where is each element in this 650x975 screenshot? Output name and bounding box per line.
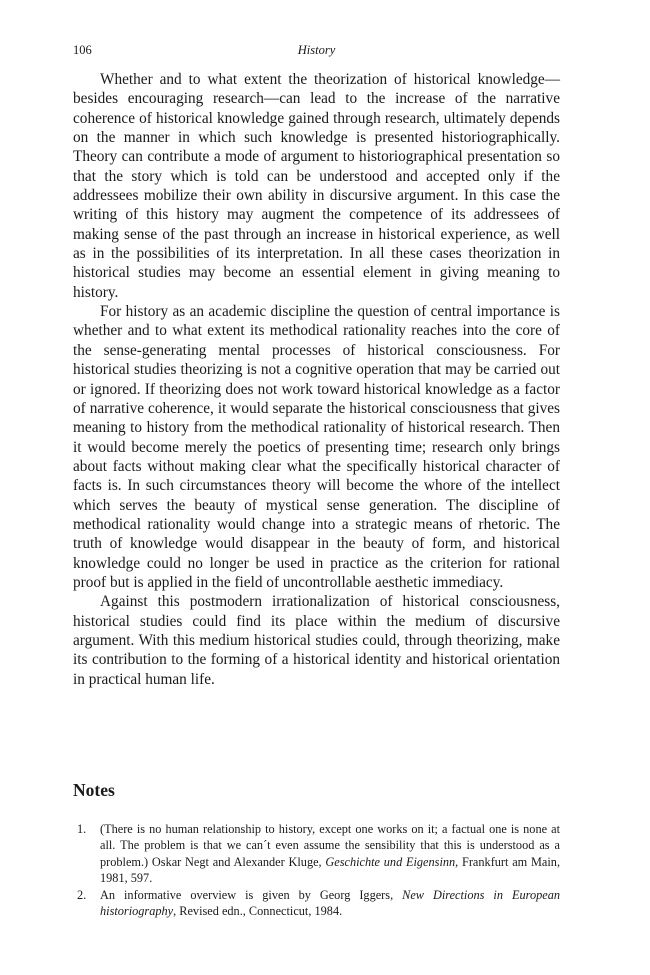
body-text — [73, 70, 560, 689]
note-number: 1. — [77, 822, 87, 836]
paragraph: Against this postmodern irrationalization of historical consciousness, historical studies could find its place within the medium of discursive argument. With this medium historical studies could, through theorizing, make its contribution to the forming of a historical identity and historical orientation in practical human life. — [73, 593, 560, 688]
paragraph: Whether and to what extent the theorization of historical knowledge—besides encouraging research—can lead to the increase of the narrative coherence of historical knowledge gained through research, ultimately depends on the manner in which such knowledge is presented historiographically. Theory can contribute a mode of argument to historiographical presentation so that the story which is told can be understood and accepted only if the addressees mobilize their own ability in discursive argument. In this case the writing of this history may augment the competence of its addressees of making sense of the past through an increase in historical experience, as well as in the possibilities of its interpretation. In all these cases theorization in historical studies may become an essential element in giving meaning to history. — [73, 71, 560, 301]
note-text-end: , Revised edn., Connecticut, 1984. — [173, 904, 343, 919]
notes-heading: Notes — [73, 780, 115, 800]
note-citation-title: Geschichte und Eigensinn — [325, 854, 456, 869]
running-title: History — [297, 43, 336, 57]
note-item — [73, 887, 560, 920]
page-number: 106 — [73, 43, 92, 57]
note-number: 2. — [77, 887, 87, 902]
note-text: (There is no human relationship to history, except one works on it; a factual one is none at all. The problem is that we can´t even assume the sensibility that this is understood as a problem.) Oskar Negt and Alexander Kluge, — [100, 822, 560, 869]
note-text-end: , Frankfurt am Main, 1981, 597. — [100, 854, 561, 886]
notes-list — [73, 821, 560, 919]
note-item — [73, 821, 560, 887]
paragraph: For history as an academic discipline the question of central importance is whether and to what extent its methodical rationality reaches into the core of the sense-generating mental processes of historical consciousness. For historical studies theorizing is not a cognitive operation that may be carried out or ignored. If theorizing does not work toward historical knowledge as a factor of narrative coherence, it would separate the historical consciousness that gives meaning to history from the methodical rationality of historical research. Then it would become merely the poetics of presenting time; research only brings about facts without making clear what the specifically historical character of facts is. In such circumstances theory will become the whore of the intellect which serves the beauty of mystical sense generation. The discipline of methodical rationality would change into a strategic means of rhetoric. The truth of knowledge would disappear in the beauty of form, and historical knowledge could no longer be used in practice as the criterion for rational proof but is applied in the field of uncontrollable aesthetic immediacy. — [73, 303, 560, 591]
note-citation-title: New Directions in European historiography — [100, 887, 560, 919]
running-head — [73, 40, 560, 60]
note-text: An informative overview is given by Georg Iggers, — [100, 887, 403, 902]
